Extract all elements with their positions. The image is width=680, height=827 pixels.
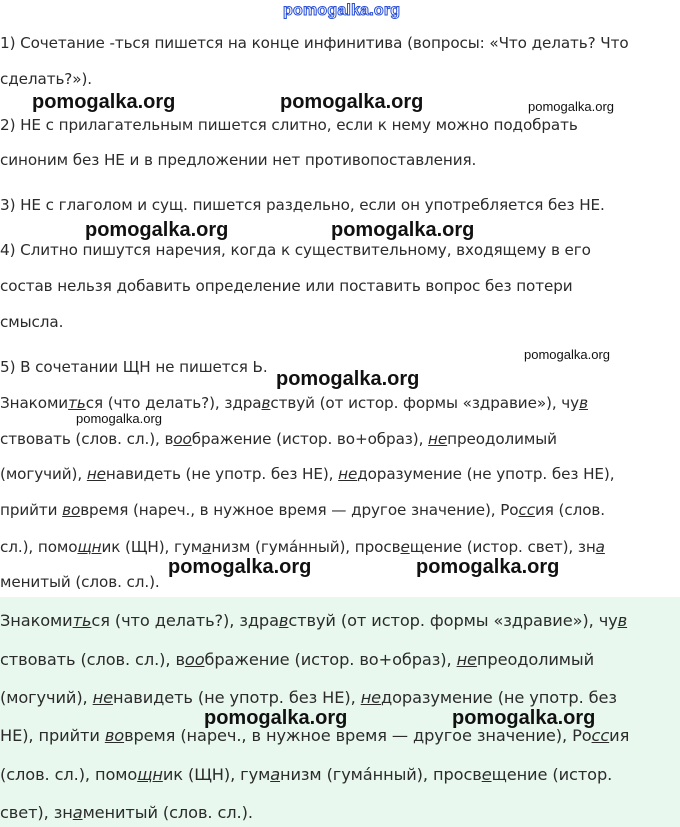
orthogram: не [428,430,448,448]
orthogram: щн [137,765,163,784]
rule-line: 4) Слитно пишутся наречия, когда к существительному, входящему в его [0,241,591,259]
answer-line [0,650,594,669]
example-line [0,501,605,519]
orthogram: ть [68,394,86,412]
rule-line: сделать?»). [0,70,93,88]
orthogram: в [278,611,289,630]
text-segment: доразумение (не употр. без [381,688,617,707]
text-segment: НЕ), прийти [0,726,105,745]
watermark: pomogalka.org [204,707,348,729]
text-segment: прийти [0,501,63,519]
text-segment: ствуй (от истор. формы «здравие»), чу [288,611,618,630]
rule-line: 3) НЕ с глаголом и сущ. пишется раздельно, если он употребляется без НЕ. [0,196,605,214]
orthogram: в [579,394,588,412]
watermark: pomogalka.org [280,91,424,113]
orthogram: е [400,538,410,556]
text-segment: (слов. сл.), помо [0,765,138,784]
header-logo[interactable]: pomogalka.org [283,2,401,19]
text-segment: ствуй (от истор. формы «здравие»), чу [270,394,580,412]
answer-line [0,803,253,822]
text-segment: Знакоми [0,611,73,630]
rule-line: состав нельзя добавить определение или поставить вопрос без потери [0,277,573,295]
orthogram: не [456,650,477,669]
text-segment: низм (гума́нный), просв [211,538,401,556]
orthogram: ть [72,611,92,630]
orthogram: а [202,538,212,556]
answer-line [0,688,617,707]
answer-line [0,765,612,784]
watermark: pomogalka.org [276,368,420,390]
text-segment: менитый (слов. сл.). [82,803,253,822]
text-segment: ия [609,726,630,745]
orthogram: а [270,765,281,784]
orthogram: в [617,611,628,630]
text-segment: преодолимый [476,650,595,669]
text-segment: ствовать (слов. сл.), в [0,650,185,669]
watermark: pomogalka.org [168,556,312,578]
orthogram: во [104,726,125,745]
orthogram: оо [173,430,192,448]
watermark: pomogalka.org [32,91,176,113]
text-segment: ствовать (слов. сл.), в [0,430,174,448]
text-segment: ся (что делать?), здра [85,394,262,412]
text-segment: ия (слов. [535,501,605,519]
orthogram: а [595,538,605,556]
text-segment: доразумение (не употр. без НЕ), [357,465,615,483]
orthogram: е [481,765,492,784]
text-segment: менитый (слов. сл.). [0,573,160,591]
text-segment: сл.), помо [0,538,78,556]
orthogram: не [92,688,113,707]
orthogram: а [72,803,83,822]
rule-line: 5) В сочетании ЩН не пишется Ь. [0,358,268,376]
orthogram: во [62,501,81,519]
example-line [0,430,557,448]
rule-line: синоним без НЕ и в предложении нет противопоставления. [0,151,477,169]
rule-line: смысла. [0,313,64,331]
example-line [0,394,588,412]
orthogram: сс [591,726,610,745]
text-segment: преодолимый [447,430,557,448]
example-line [0,538,605,556]
answer-line [0,611,627,630]
text-segment: (могучий), [0,688,93,707]
watermark: pomogalka.org [528,99,614,114]
text-segment: ик (ЩН), гум [162,765,271,784]
text-segment: (могучий), [0,465,87,483]
text-segment: навидеть (не употр. без НЕ), [112,688,361,707]
text-segment: свет), зн [0,803,73,822]
watermark: pomogalka.org [76,411,162,426]
orthogram: не [338,465,358,483]
text-segment: Знакоми [0,394,69,412]
watermark: pomogalka.org [524,347,610,362]
watermark: pomogalka.org [452,707,596,729]
orthogram: щн [77,538,102,556]
example-line [0,465,614,483]
orthogram: в [261,394,271,412]
text-segment: ся (что делать?), здра [91,611,279,630]
text-segment: время (нареч., в нужное время — другое значение), Ро [80,501,519,519]
watermark: pomogalka.org [331,219,475,241]
text-segment: низм (гума́нный), просв [280,765,482,784]
orthogram: не [86,465,106,483]
watermark: pomogalka.org [85,219,229,241]
text-segment: бражение (истор. во+образ), [191,430,429,448]
rule-line: 2) НЕ с прилагательным пишется слитно, если к нему можно подобрать [0,116,578,134]
watermark: pomogalka.org [416,556,560,578]
text-segment: бражение (истор. во+образ), [204,650,457,669]
text-segment: время (нареч., в нужное время — другое значение), Ро [124,726,592,745]
orthogram: сс [518,501,535,519]
text-segment: навидеть (не употр. без НЕ), [105,465,339,483]
text-segment: щение (истор. [491,765,613,784]
example-line [0,573,160,591]
rule-line: 1) Сочетание -ться пишется на конце инфинитива (вопросы: «Что делать? Что [0,34,629,52]
orthogram: не [360,688,382,707]
text-segment: ик (ЩН), гум [101,538,203,556]
orthogram: оо [184,650,205,669]
text-segment: щение (истор. свет), зн [409,538,596,556]
